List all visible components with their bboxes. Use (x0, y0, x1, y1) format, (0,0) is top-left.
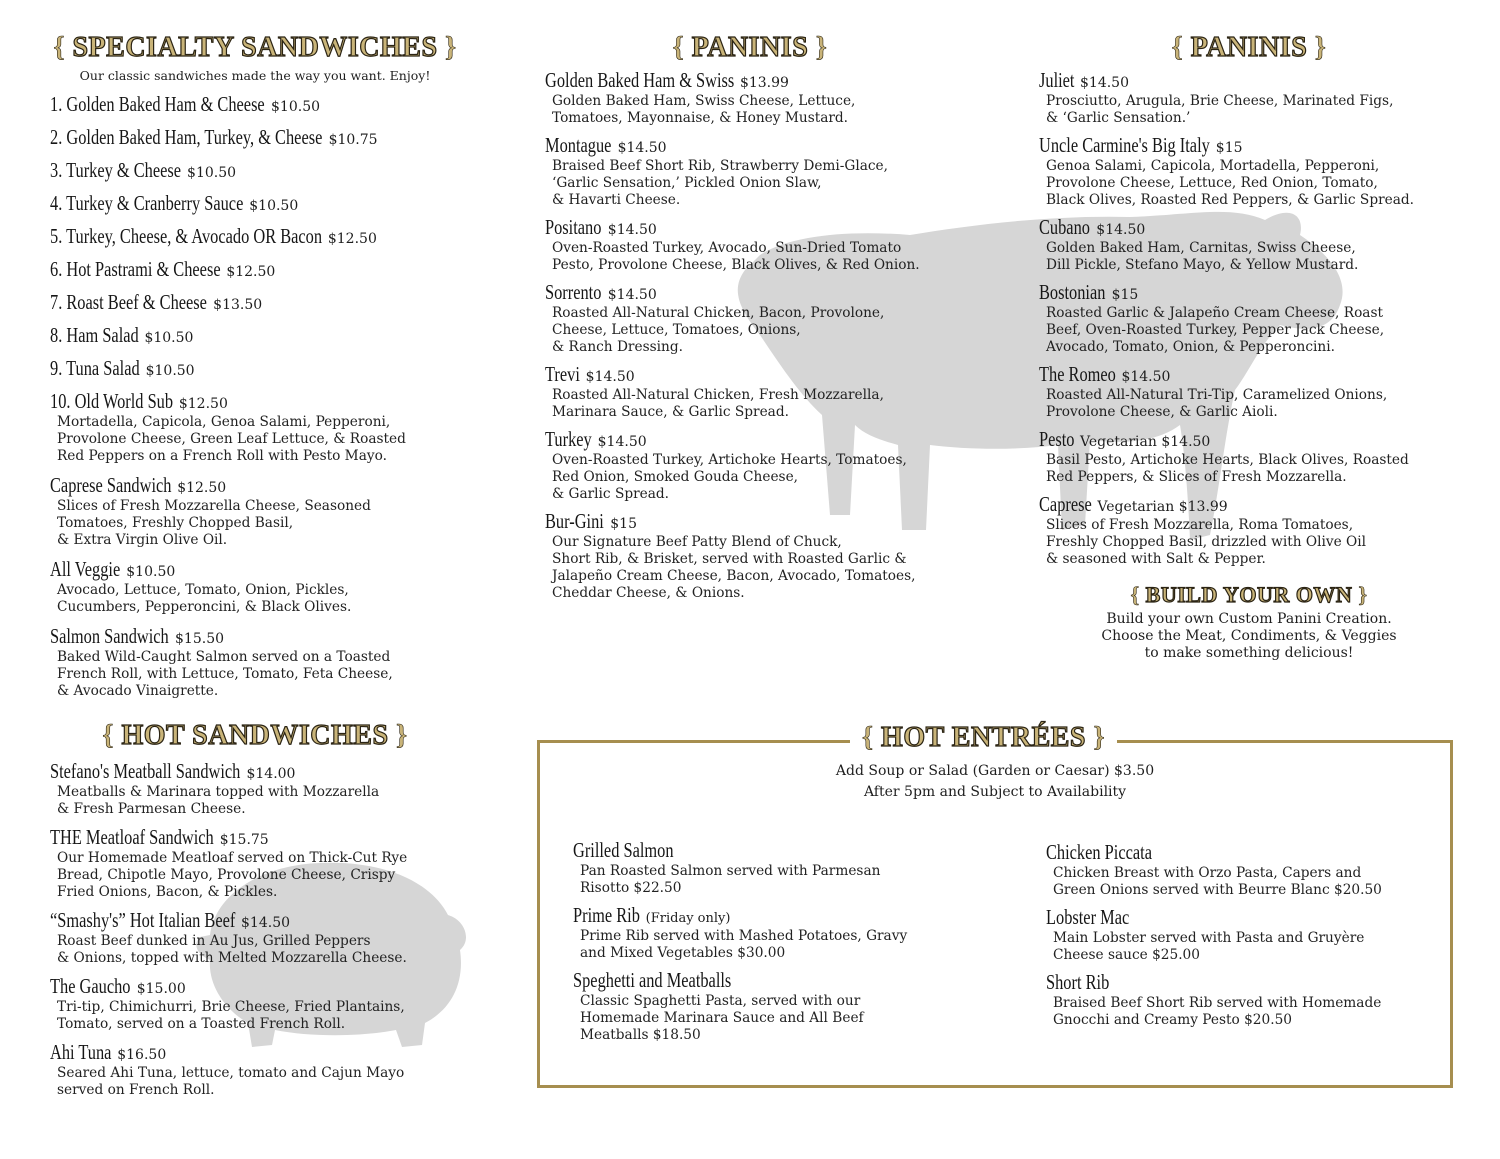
menu-item-price: $14.50 (585, 369, 635, 385)
menu-item (1039, 67, 1489, 127)
menu-item-header (50, 223, 500, 249)
menu-item-name: 1. Golden Baked Ham & Cheese (50, 92, 265, 116)
menu-item-description: Braised Beef Short Rib, Strawberry Demi-Glace, ‘Garlic Sensation,’ Pickled Onion Slaw, & Havarti Cheese. (552, 158, 888, 208)
menu-item-description: Oven-Roasted Turkey, Artichoke Hearts, Tomatoes, Red Onion, Smoked Gouda Cheese, & Garlic Spread. (552, 452, 907, 502)
menu-item (50, 623, 500, 700)
menu-item-name: Grilled Salmon (573, 838, 674, 862)
menu-item (1039, 279, 1489, 356)
menu-item-description: Chicken Breast with Orzo Pasta, Capers and Green Onions served with Beurre Blanc $20.50 (1053, 865, 1382, 898)
menu-item-name: Montague (545, 133, 612, 157)
menu-item-price: $13.99 (739, 75, 789, 91)
menu-item (1046, 839, 1446, 899)
menu-item (50, 289, 500, 315)
menu-item-name: Chicken Piccata (1046, 840, 1152, 864)
menu-item (50, 124, 500, 150)
menu-item-name: Caprese (1039, 492, 1092, 516)
menu-item-name: 8. Ham Salad (50, 323, 139, 347)
menu-item (573, 902, 993, 962)
menu-item-header (545, 361, 995, 387)
menu-item-header (50, 256, 500, 282)
menu-item-description: Avocado, Lettuce, Tomato, Onion, Pickles, Cucumbers, Pepperoncini, & Black Olives. (57, 582, 352, 615)
menu-item-name: Cubano (1039, 215, 1090, 239)
menu-item-header (1039, 279, 1489, 305)
menu-item-description: Meatballs & Marinara topped with Mozzarella & Fresh Parmesan Cheese. (57, 784, 380, 817)
menu-item-header (50, 623, 500, 649)
menu-item-name: 7. Roast Beef & Cheese (50, 290, 207, 314)
menu-item-price: $10.75 (328, 132, 378, 148)
menu-item (1046, 969, 1446, 1029)
menu-item-header (50, 190, 500, 216)
menu-item-price: Vegetarian $13.99 (1097, 499, 1228, 515)
menu-item-name: Pesto (1039, 427, 1075, 451)
menu-item (573, 837, 993, 897)
menu-item-price: $10.50 (145, 363, 195, 379)
menu-item-price: $14.00 (246, 766, 296, 782)
menu-item-price: $15.00 (136, 981, 186, 997)
menu-item-header (545, 132, 995, 158)
menu-item-name: Sorrento (545, 280, 602, 304)
specialty-heading: { SPECIALTY SANDWICHES } (53, 32, 457, 63)
menu-item-price: $12.50 (327, 231, 377, 247)
menu-item-price: $15 (1215, 140, 1243, 156)
hot-entrees-info (537, 761, 1453, 803)
menu-item (50, 824, 500, 901)
menu-item-header (50, 907, 500, 933)
menu-item-price: $12.50 (177, 480, 227, 496)
menu-item-price: $10.50 (126, 564, 176, 580)
menu-item-name: Speghetti and Meatballs (573, 968, 732, 992)
menu-item (573, 967, 993, 1044)
menu-item (1046, 904, 1446, 964)
menu-item-price: Vegetarian $14.50 (1080, 434, 1211, 450)
menu-item (50, 758, 500, 818)
menu-item-description: Basil Pesto, Artichoke Hearts, Black Olives, Roasted Red Peppers, & Slices of Fresh Mozzarella. (1046, 452, 1409, 485)
menu-item (50, 157, 500, 183)
menu-item (50, 556, 500, 616)
menu-item (545, 132, 995, 209)
menu-item-description: Slices of Fresh Mozzarella, Roma Tomatoes, Freshly Chopped Basil, drizzled with Olive Oil & seasoned with Salt & Pepper. (1046, 517, 1366, 567)
menu-item-header (573, 837, 993, 863)
menu-item-name: 9. Tuna Salad (50, 356, 140, 380)
menu-item (1039, 132, 1489, 209)
specialty-subtitle: Our classic sandwiches made the way you want. Enjoy! (79, 68, 431, 83)
menu-item-header (1039, 132, 1489, 158)
menu-item-header (573, 967, 993, 993)
menu-item (50, 973, 500, 1033)
menu-item-description: Genoa Salami, Capicola, Mortadella, Pepperoni, Provolone Cheese, Lettuce, Red Onion, Tomato, Black Olives, Roasted Red Peppers, & Garlic Spread. (1046, 158, 1414, 208)
hot-sandwiches-heading: { HOT SANDWICHES } (102, 720, 408, 751)
menu-item-header (1046, 904, 1446, 930)
menu-item-name: Caprese Sandwich (50, 473, 172, 497)
paninis-list-1 (545, 67, 995, 602)
menu-item-description: Pan Roasted Salmon served with Parmesan Risotto $22.50 (580, 863, 881, 896)
menu-item (545, 214, 995, 274)
menu-item (545, 508, 995, 602)
menu-item-name: Trevi (545, 362, 580, 386)
menu-item-name: All Veggie (50, 557, 121, 581)
menu-item (545, 67, 995, 127)
menu-item-header (50, 355, 500, 381)
paninis-list-2 (1039, 67, 1489, 568)
menu-item-description: Seared Ahi Tuna, lettuce, tomato and Cajun Mayo served on French Roll. (57, 1065, 405, 1098)
menu-item-name: 3. Turkey & Cheese (50, 158, 182, 182)
menu-item (50, 190, 500, 216)
menu-item-description: Roasted All-Natural Chicken, Fresh Mozzarella, Marinara Sauce, & Garlic Spread. (552, 387, 884, 420)
hot-entrees-left (573, 832, 993, 1044)
paninis-column-2 (1039, 34, 1489, 662)
paninis-heading-1: { PANINIS } (672, 32, 828, 63)
menu-item-description: Roasted All-Natural Chicken, Bacon, Provolone, Cheese, Lettuce, Tomatoes, Onions, & Ranch Dressing. (552, 305, 885, 355)
menu-item-description: Tri-tip, Chimichurri, Brie Cheese, Fried Plantains, Tomato, served on a Toasted French Roll. (57, 999, 405, 1032)
menu-item-name: Prime Rib (573, 903, 640, 927)
menu-item-header (545, 214, 995, 240)
menu-item-price: $12.50 (226, 264, 276, 280)
menu-item-description: Our Homemade Meatloaf served on Thick-Cut Rye Bread, Chipotle Mayo, Provolone Cheese, Crispy Fried Onions, Bacon, & Pickles. (57, 850, 408, 900)
menu-item-header (50, 157, 500, 183)
menu-item-description: Oven-Roasted Turkey, Avocado, Sun-Dried Tomato Pesto, Provolone Cheese, Black Olives, & Red Onion. (552, 240, 920, 273)
build-your-own-text: Build your own Custom Panini Creation. Choose the Meat, Condiments, & Veggies to make something delicious! (1101, 611, 1397, 661)
menu-item-name: Short Rib (1046, 970, 1110, 994)
menu-item-price: $15.50 (175, 631, 225, 647)
menu-item (50, 472, 500, 549)
menu-item-header (50, 124, 500, 150)
menu-item-description: Braised Beef Short Rib served with Homemade Gnocchi and Creamy Pesto $20.50 (1053, 995, 1382, 1028)
menu-item-price: $14.50 (1121, 369, 1171, 385)
menu-item-price: $14.50 (241, 915, 291, 931)
menu-item-header (50, 472, 500, 498)
menu-item (1039, 214, 1489, 274)
menu-item (50, 907, 500, 967)
menu-item-header (50, 758, 500, 784)
menu-item (545, 361, 995, 421)
build-your-own-heading: { BUILD YOUR OWN } (1130, 582, 1368, 607)
menu-item-header (545, 67, 995, 93)
menu-item (50, 355, 500, 381)
menu-item-description: Mortadella, Capicola, Genoa Salami, Pepperoni, Provolone Cheese, Green Leaf Lettuce, & Roasted Red Peppers on a French Roll with Pesto Mayo. (57, 414, 406, 464)
menu-item-name: Ahi Tuna (50, 1040, 112, 1064)
menu-item-name: Uncle Carmine's Big Italy (1039, 133, 1210, 157)
menu-item-header (1039, 491, 1489, 517)
menu-item-description: Roast Beef dunked in Au Jus, Grilled Peppers & Onions, topped with Melted Mozzarella Cheese. (57, 933, 407, 966)
menu-item-description: Roasted Garlic & Jalapeño Cream Cheese, Roast Beef, Oven-Roasted Turkey, Pepper Jack Cheese, Avocado, Tomato, Onion, & Pepperoncini. (1046, 305, 1385, 355)
menu-item-name: Salmon Sandwich (50, 624, 169, 648)
menu-item-price: $14.50 (617, 140, 667, 156)
hot-entrees-title (850, 724, 1117, 752)
menu-item-name: 6. Hot Pastrami & Cheese (50, 257, 221, 281)
menu-item-description: Main Lobster served with Pasta and Gruyère Cheese sauce $25.00 (1053, 930, 1365, 963)
paninis-heading-2: { PANINIS } (1171, 32, 1327, 63)
menu-item-name: “Smashy's” Hot Italian Beef (50, 908, 236, 932)
menu-item-name: 2. Golden Baked Ham, Turkey, & Cheese (50, 125, 323, 149)
menu-item-header (50, 973, 500, 999)
menu-item-price: $15 (1111, 287, 1139, 303)
menu-item (50, 223, 500, 249)
menu-item-description: Prime Rib served with Mashed Potatoes, Gravy and Mixed Vegetables $30.00 (580, 928, 908, 961)
menu-item-name: Golden Baked Ham & Swiss (545, 68, 735, 92)
menu-item-name: Stefano's Meatball Sandwich (50, 759, 241, 783)
menu-item-name: THE Meatloaf Sandwich (50, 825, 214, 849)
menu-item-price: $13.50 (213, 297, 263, 313)
menu-item-header (545, 279, 995, 305)
menu-item (50, 1039, 500, 1099)
menu-item-price: $10.50 (144, 330, 194, 346)
menu-item-price: $12.50 (178, 396, 228, 412)
menu-item-price: $15.75 (219, 832, 269, 848)
menu-item-name: Positano (545, 215, 602, 239)
menu-item-header (545, 426, 995, 452)
menu-item-description: Slices of Fresh Mozzarella Cheese, Seasoned Tomatoes, Freshly Chopped Basil, & Extra Virgin Olive Oil. (57, 498, 371, 548)
menu-item-description: Golden Baked Ham, Swiss Cheese, Lettuce, Tomatoes, Mayonnaise, & Honey Mustard. (552, 93, 856, 126)
hot-entrees-right (1046, 834, 1446, 1029)
menu-item-header (50, 824, 500, 850)
menu-item-price: $14.50 (1080, 75, 1129, 91)
menu-item-name: Lobster Mac (1046, 905, 1130, 929)
menu-item (50, 91, 500, 117)
menu-item (545, 426, 995, 503)
menu-item-header (1039, 67, 1489, 93)
menu-item-name: The Gaucho (50, 974, 131, 998)
menu-item (1039, 361, 1489, 421)
menu-item-name: The Romeo (1039, 362, 1116, 386)
menu-item-description: Our Signature Beef Patty Blend of Chuck, Short Rib, & Brisket, served with Roasted Garlic & Jalapeño Cream Cheese, Bacon, Avocado, Tomatoes, Cheddar Cheese, & Onions. (552, 534, 916, 601)
hot-sandwiches-column (50, 722, 500, 1099)
menu-item-price: $14.50 (1096, 222, 1146, 238)
menu-item-price: $10.50 (249, 198, 299, 214)
menu-item-price: $14.50 (607, 222, 657, 238)
paninis-column-1 (545, 34, 995, 602)
hot-entrees-availability: After 5pm and Subject to Availability (863, 784, 1127, 800)
specialty-column (50, 34, 500, 700)
menu-item-name: Bur-Gini (545, 509, 604, 533)
menu-item-header (1039, 361, 1489, 387)
menu-item-header (50, 388, 500, 414)
menu-item-price: $14.50 (607, 287, 657, 303)
menu-item (50, 388, 500, 465)
menu-item-header (50, 322, 500, 348)
menu-item-description: Prosciutto, Arugula, Brie Cheese, Marinated Figs, & ‘Garlic Sensation.’ (1046, 93, 1394, 126)
menu-item-name: Juliet (1039, 68, 1075, 92)
menu-item-name: Turkey (545, 427, 592, 451)
menu-item-header (50, 556, 500, 582)
menu-item-name: 5. Turkey, Cheese, & Avocado OR Bacon (50, 224, 323, 248)
menu-item-header (1039, 426, 1489, 452)
menu-item-header (1046, 839, 1446, 865)
menu-item-header (545, 508, 995, 534)
menu-item-description: Golden Baked Ham, Carnitas, Swiss Cheese, Dill Pickle, Stefano Mayo, & Yellow Mustard. (1046, 240, 1359, 273)
menu-item-price: $14.50 (597, 434, 647, 450)
menu-item (1039, 491, 1489, 568)
menu-item-name: Bostonian (1039, 280, 1106, 304)
hot-sandwiches-list (50, 758, 500, 1099)
menu-item-price: $15 (610, 516, 637, 532)
menu-item-header (50, 1039, 500, 1065)
specialty-list (50, 91, 500, 700)
menu-item (50, 256, 500, 282)
menu-item (1039, 426, 1489, 486)
menu-item-price: $10.50 (271, 99, 321, 115)
menu-item-price: $16.50 (117, 1047, 167, 1063)
menu-item (545, 279, 995, 356)
menu-item-header (573, 902, 993, 928)
menu-item (50, 322, 500, 348)
menu-item-header (50, 289, 500, 315)
menu-item-note: (Friday only) (645, 911, 731, 926)
menu-item-header (1039, 214, 1489, 240)
menu-item-header (50, 91, 500, 117)
menu-item-price: $10.50 (187, 165, 237, 181)
menu-item-description: Roasted All-Natural Tri-Tip, Caramelized Onions, Provolone Cheese, & Garlic Aioli. (1046, 387, 1388, 420)
hot-entrees-addon: Add Soup or Salad (Garden or Caesar) $3.50 (835, 763, 1155, 779)
menu-item-description: Classic Spaghetti Pasta, served with our Homemade Marinara Sauce and All Beef Meatballs $18.50 (580, 993, 864, 1043)
menu-item-name: 4. Turkey & Cranberry Sauce (50, 191, 244, 215)
menu-item-header (1046, 969, 1446, 995)
menu-item-name: 10. Old World Sub (50, 389, 174, 413)
hot-entrees-heading: { HOT ENTRÉES } (862, 722, 1106, 753)
menu-item-description: Baked Wild-Caught Salmon served on a Toasted French Roll, with Lettuce, Tomato, Feta Cheese, & Avocado Vinaigrette. (57, 649, 393, 699)
